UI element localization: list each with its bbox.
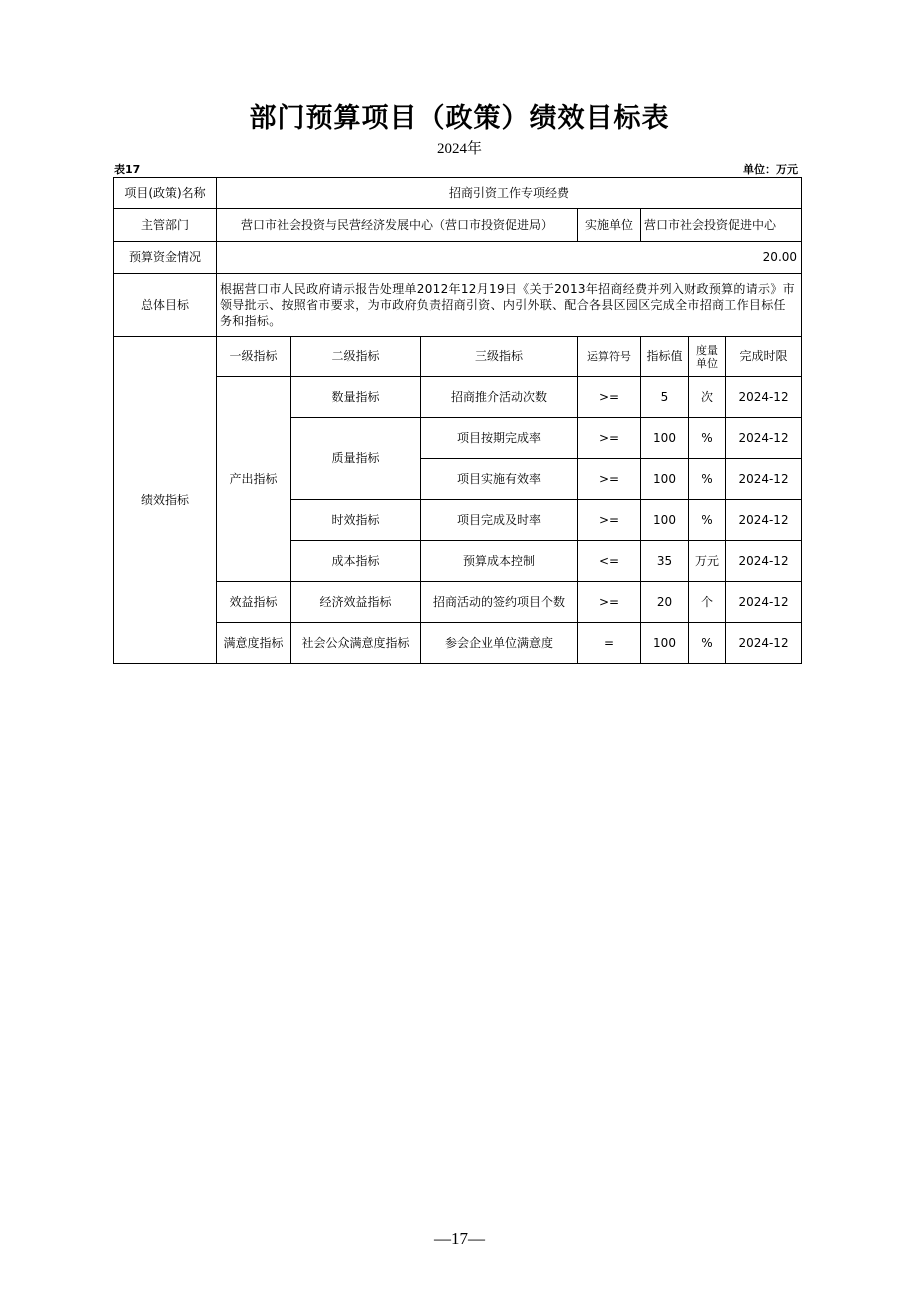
table-row (114, 582, 802, 623)
indicator-op: >= (578, 459, 641, 500)
indicator-unit: % (689, 418, 726, 459)
indicator-unit: % (689, 623, 726, 664)
group-satisfaction: 满意度指标 (217, 623, 291, 664)
indicator-value: 100 (641, 623, 689, 664)
group-benefit: 效益指标 (217, 582, 291, 623)
indicator-value: 100 (641, 418, 689, 459)
year-label: 2024年 (436, 141, 482, 157)
indicator-name: 招商活动的签约项目个数 (421, 582, 578, 623)
goal-label: 总体目标 (114, 274, 217, 337)
impl-value: 营口市社会投资促进中心 (641, 209, 802, 242)
page-number: —17— (434, 1229, 485, 1248)
indicator-deadline: 2024-12 (726, 623, 802, 664)
header-unit: 度量单位 (689, 337, 726, 377)
indicator-name: 项目按期完成率 (421, 418, 578, 459)
table-row (114, 377, 802, 418)
indicator-name: 项目实施有效率 (421, 459, 578, 500)
sub-quantity: 数量指标 (291, 377, 421, 418)
perf-label: 绩效指标 (114, 337, 217, 664)
dept-label: 主管部门 (114, 209, 217, 242)
header-op: 运算符号 (578, 337, 641, 377)
sub-timeliness: 时效指标 (291, 500, 421, 541)
table-row (114, 242, 802, 274)
sub-public: 社会公众满意度指标 (291, 623, 421, 664)
table-row (114, 274, 802, 337)
table-row (114, 337, 802, 377)
project-name-value: 招商引资工作专项经费 (217, 178, 802, 209)
indicator-deadline: 2024-12 (726, 459, 802, 500)
header-val: 指标值 (641, 337, 689, 377)
performance-target-table (113, 177, 802, 664)
indicator-name: 预算成本控制 (421, 541, 578, 582)
indicator-value: 20 (641, 582, 689, 623)
project-name-label: 项目(政策)名称 (114, 178, 217, 209)
indicator-op: >= (578, 500, 641, 541)
sub-cost: 成本指标 (291, 541, 421, 582)
table-row (114, 178, 802, 209)
header-l1: 一级指标 (217, 337, 291, 377)
indicator-op: >= (578, 418, 641, 459)
indicator-value: 100 (641, 500, 689, 541)
indicator-op: >= (578, 582, 641, 623)
indicator-deadline: 2024-12 (726, 500, 802, 541)
header-deadline: 完成时限 (726, 337, 802, 377)
indicator-op: >= (578, 377, 641, 418)
goal-value: 根据营口市人民政府请示报告处理单2012年12月19日《关于2013年招商经费并列入财政预算的请示》市领导批示、按照省市要求，为市政府负责招商引资、内引外联、配合各县区园区完成全市招商工作目标任务和指标。 (217, 274, 802, 337)
indicator-value: 35 (641, 541, 689, 582)
impl-label: 实施单位 (578, 209, 641, 242)
table-number: 表17 (114, 163, 141, 176)
indicator-name: 参会企业单位满意度 (421, 623, 578, 664)
indicator-value: 5 (641, 377, 689, 418)
indicator-deadline: 2024-12 (726, 377, 802, 418)
header-l2: 二级指标 (291, 337, 421, 377)
table-row (114, 209, 802, 242)
table-row (114, 623, 802, 664)
header-l3: 三级指标 (421, 337, 578, 377)
indicator-unit: 个 (689, 582, 726, 623)
page-title: 部门预算项目（政策）绩效目标表 (249, 103, 670, 134)
indicator-value: 100 (641, 459, 689, 500)
indicator-deadline: 2024-12 (726, 582, 802, 623)
indicator-deadline: 2024-12 (726, 541, 802, 582)
dept-value: 营口市社会投资与民营经济发展中心（营口市投资促进局） (217, 209, 578, 242)
group-output: 产出指标 (217, 377, 291, 582)
indicator-op: <= (578, 541, 641, 582)
budget-value: 20.00 (217, 242, 802, 274)
indicator-unit: % (689, 459, 726, 500)
sub-economic: 经济效益指标 (291, 582, 421, 623)
indicator-unit: 万元 (689, 541, 726, 582)
budget-label: 预算资金情况 (114, 242, 217, 274)
unit-label: 单位：万元 (743, 163, 798, 176)
indicator-name: 项目完成及时率 (421, 500, 578, 541)
indicator-op: = (578, 623, 641, 664)
sub-quality: 质量指标 (291, 418, 421, 500)
indicator-name: 招商推介活动次数 (421, 377, 578, 418)
indicator-unit: % (689, 500, 726, 541)
indicator-unit: 次 (689, 377, 726, 418)
indicator-deadline: 2024-12 (726, 418, 802, 459)
